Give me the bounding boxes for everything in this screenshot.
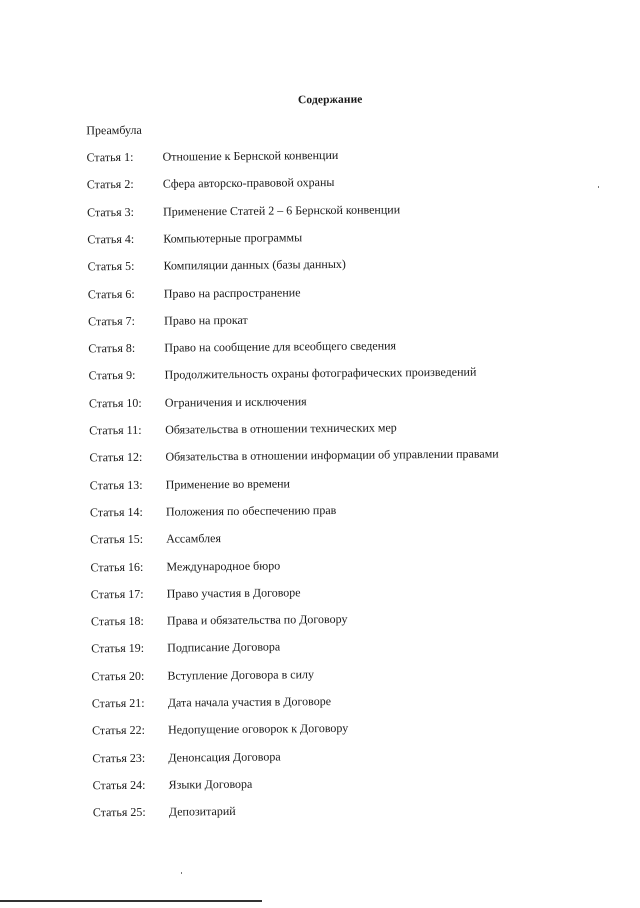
article-number: Статья 20: (91, 668, 144, 684)
article-number: Статья 7: (88, 314, 135, 329)
article-title: Право на распространение (164, 285, 301, 301)
article-number: Статья 4: (87, 232, 134, 247)
footnote-rule (0, 900, 262, 902)
article-number: Статья 25: (93, 805, 146, 821)
article-number: Статья 3: (87, 204, 134, 219)
article-title: Право на сообщение для всеобщего сведения (164, 338, 396, 355)
article-title: Право участия в Договоре (167, 585, 301, 601)
article-number: Статья 15: (90, 532, 143, 548)
article-number: Статья 2: (87, 177, 134, 192)
article-number: Статья 22: (92, 723, 145, 739)
article-title: Право на прокат (164, 313, 248, 329)
article-number: Статья 1: (86, 150, 133, 165)
article-number: Статья 18: (91, 614, 144, 630)
article-number: Статья 13: (90, 477, 143, 493)
article-title: Ограничения и исключения (165, 394, 307, 410)
page-title: Содержание (298, 94, 363, 107)
table-of-contents (0, 0, 639, 3)
article-number: Статья 6: (88, 286, 135, 301)
article-title: Продолжительность охраны фотографических произведений (165, 365, 477, 383)
article-number: Статья 10: (89, 396, 142, 412)
article-number: Статья 12: (89, 450, 142, 466)
article-title: Компьютерные программы (163, 230, 302, 246)
article-title: Обязательства в отношении информации об управлении правами (165, 447, 498, 465)
article-title: Обязательства в отношении технических мер (165, 420, 397, 437)
article-number: Статья 16: (90, 559, 143, 575)
article-number: Статья 9: (89, 368, 136, 383)
article-number: Статья 11: (89, 423, 142, 439)
article-title: Депозитарий (169, 804, 236, 820)
article-title: Права и обязательства по Договору (167, 612, 348, 629)
article-title: Недопущение оговорок к Договору (168, 721, 348, 738)
article-title: Компиляции данных (базы данных) (164, 257, 346, 274)
article-number: Статья 21: (92, 696, 145, 712)
article-title: Денонсация Договора (168, 749, 281, 765)
article-title: Вступление Договора в силу (167, 667, 314, 683)
article-title: Применение Статей 2 – 6 Бернской конвенции (163, 202, 400, 219)
article-title: Положения по обеспечению прав (166, 503, 337, 520)
article-number: Статья 14: (90, 505, 143, 521)
article-number: Статья 19: (91, 641, 144, 657)
scan-speck (181, 872, 182, 874)
article-number: Статья 24: (92, 778, 145, 794)
article-title: Языки Договора (168, 777, 252, 793)
article-title: Применение во времени (166, 476, 290, 492)
article-title: Подписание Договора (167, 640, 280, 656)
article-title: Дата начала участия в Договоре (168, 694, 331, 711)
article-number: Статья 17: (91, 587, 144, 603)
preamble-label: Преамбула (86, 123, 142, 139)
article-title: Международное бюро (166, 558, 280, 574)
article-title: Ассамблея (166, 531, 221, 547)
article-number: Статья 5: (88, 259, 135, 274)
scan-speck (598, 186, 599, 188)
article-number: Статья 23: (92, 750, 145, 766)
article-title: Отношение к Бернской конвенции (162, 148, 338, 165)
article-title: Сфера авторско-правовой охраны (163, 175, 335, 192)
article-number: Статья 8: (88, 341, 135, 356)
